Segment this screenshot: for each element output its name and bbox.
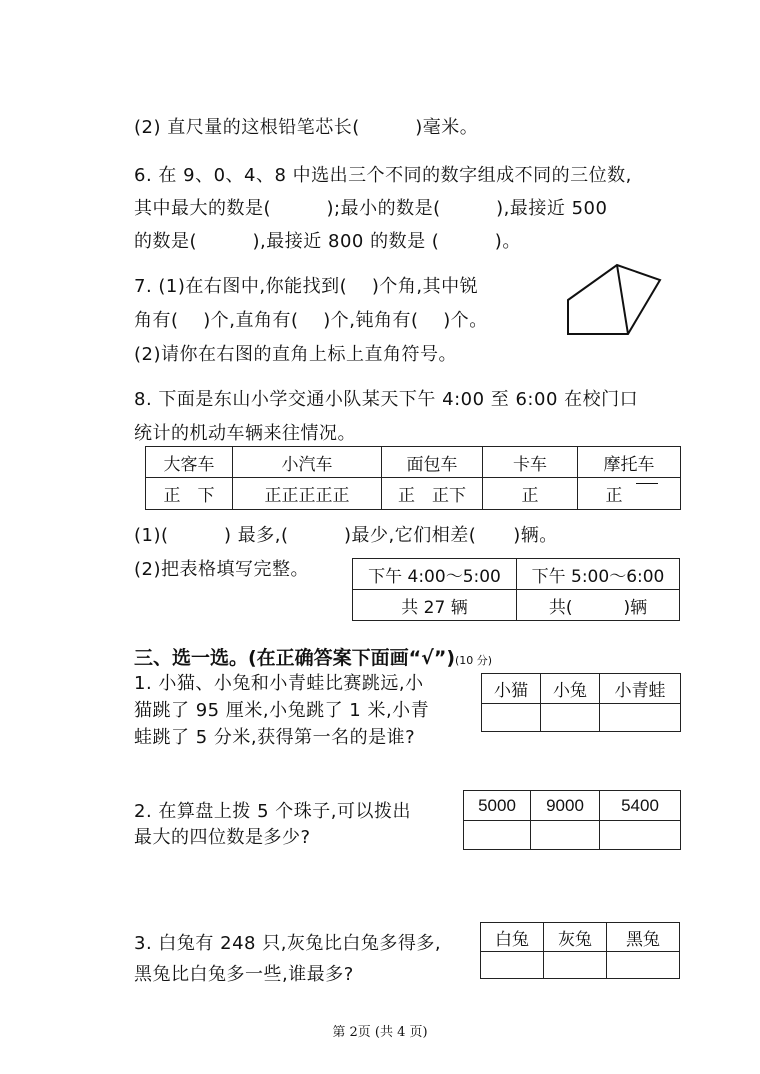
answer-gray-rabbit[interactable] [544, 952, 607, 979]
s3-q1-line3: 蛙跳了 5 分米,获得第一名的是谁? [134, 727, 416, 748]
tally-motorcycle [578, 478, 681, 510]
option-frog: 小青蛙 [600, 674, 681, 704]
q6-line2: 其中最大的数是( );最小的数是( ),最接近 500 [134, 198, 608, 219]
header-4-to-5: 下午 4:00～5:00 [353, 559, 517, 590]
section3-heading [134, 643, 492, 670]
answer-cat[interactable] [482, 704, 541, 732]
s3-q2-line1: 2. 在算盘上拨 5 个珠子,可以拨出 [134, 801, 412, 822]
s3-q1-option-row [482, 674, 681, 704]
q8-part1: (1)( ) 最多,( )最少,它们相差( )辆。 [134, 525, 558, 546]
s3-q3-line2: 黑兔比白兔多一些,谁最多? [134, 964, 354, 985]
s3-q3-line1: 3. 白兔有 248 只,灰兔比白兔多得多, [134, 933, 442, 954]
s3-q2-line2: 最大的四位数是多少? [134, 827, 311, 848]
header-car: 小汽车 [233, 447, 382, 478]
header-bus: 大客车 [146, 447, 233, 478]
page-footer: 第 2页 (共 4 页) [332, 1025, 428, 1040]
q6-line3: 的数是( ),最接近 800 的数是 ( )。 [134, 231, 521, 252]
option-gray-rabbit: 灰兔 [544, 923, 607, 952]
tally-van: 正 正下 [382, 478, 483, 510]
s3-q1-line2: 猫跳了 95 厘米,小兔跳了 1 米,小青 [134, 700, 430, 721]
answer-5000[interactable] [464, 821, 531, 850]
s3-q2-options [463, 790, 681, 850]
section3-points: (10 分) [455, 654, 493, 667]
s3-q2-option-row [464, 791, 681, 821]
section3-title: 三、选一选。(在正确答案下面画“√”) [134, 647, 456, 669]
answer-frog[interactable] [600, 704, 681, 732]
option-5000: 5000 [464, 791, 531, 821]
answer-black-rabbit[interactable] [607, 952, 680, 979]
q7-line3: (2)请你在右图的直角上标上直角符号。 [134, 344, 457, 365]
header-5-to-6: 下午 5:00～6:00 [517, 559, 680, 590]
q7-line1: 7. (1)在右图中,你能找到( )个角,其中锐 [134, 276, 479, 297]
q8-line1: 8. 下面是东山小学交通小队某天下午 4:00 至 6:00 在校门口 [134, 389, 639, 410]
tally-truck: 正 [483, 478, 578, 510]
s3-q2-answer-row [464, 821, 681, 850]
tally-bus: 正 下 [146, 478, 233, 510]
vehicle-tally-table [145, 446, 681, 510]
option-white-rabbit: 白兔 [481, 923, 544, 952]
answer-white-rabbit[interactable] [481, 952, 544, 979]
option-black-rabbit: 黑兔 [607, 923, 680, 952]
answer-rabbit[interactable] [541, 704, 600, 732]
option-rabbit: 小兔 [541, 674, 600, 704]
time-header-row [353, 559, 680, 590]
s3-q3-answer-row [481, 952, 680, 979]
quadrilateral-figure [560, 258, 666, 340]
tally-stroke [636, 483, 658, 484]
option-5400: 5400 [600, 791, 681, 821]
option-9000: 9000 [531, 791, 600, 821]
header-van: 面包车 [382, 447, 483, 478]
s3-q3-options [480, 922, 680, 979]
header-truck: 卡车 [483, 447, 578, 478]
vehicle-tally-row [146, 478, 681, 510]
q8-part2: (2)把表格填写完整。 [134, 559, 309, 580]
value-4-to-5: 共 27 辆 [353, 590, 517, 621]
diagonal-line [617, 265, 628, 334]
q5-part2: (2) 直尺量的这根铅笔芯长( )毫米。 [134, 117, 479, 138]
vehicle-header-row [146, 447, 681, 478]
quadrilateral-outline [568, 265, 660, 334]
s3-q3-option-row [481, 923, 680, 952]
value-5-to-6: 共( )辆 [517, 590, 680, 621]
s3-q1-answer-row [482, 704, 681, 732]
time-period-table [352, 558, 680, 621]
q8-line2: 统计的机动车辆来往情况。 [134, 423, 356, 444]
header-motorcycle: 摩托车 [578, 447, 681, 478]
tally-motorcycle-text: 正 [605, 486, 623, 506]
s3-q1-line1: 1. 小猫、小兔和小青蛙比赛跳远,小 [134, 673, 424, 694]
s3-q1-options [481, 673, 681, 732]
answer-5400[interactable] [600, 821, 681, 850]
q6-line1: 6. 在 9、0、4、8 中选出三个不同的数字组成不同的三位数, [134, 165, 632, 186]
time-value-row [353, 590, 680, 621]
option-cat: 小猫 [482, 674, 541, 704]
q7-line2: 角有( )个,直角有( )个,钝角有( )个。 [134, 310, 488, 331]
answer-9000[interactable] [531, 821, 600, 850]
tally-car: 正正正正正 [233, 478, 382, 510]
